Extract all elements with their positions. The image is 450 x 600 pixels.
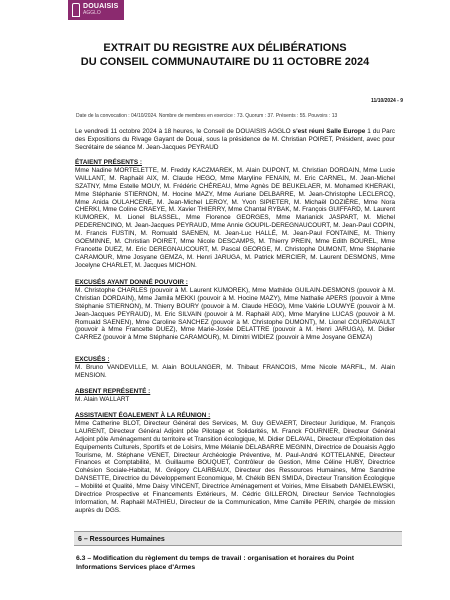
section-header: 6 – Ressources Humaines [74,531,402,546]
deliberation-reference: 11/10/2024 - 9 [371,98,403,104]
document-title-line-1: EXTRAIT DU REGISTRE AUX DÉLIBÉRATIONS [103,42,347,54]
logo-name: DOUAISIS [83,3,119,10]
excuses-pouvoir-heading: EXCUSÉS AYANT DONNÉ POUVOIR : [75,279,188,286]
douaisis-agglo-logo [68,0,124,20]
absent-heading: ABSENT REPRÉSENTÉ : [75,388,151,395]
presents-heading: ÉTAIENT PRÉSENTS : [75,159,142,166]
assistaient-section [75,412,395,515]
logo-subtitle: AGGLO [83,10,101,16]
presents-list: Mme Nadine MORTELETTE, M. Freddy KACZMAREK, M. Alain DUPONT, M. Christian DORDAIN, Mme Lucie VAILLANT, M. Raphaël AIX, M. Claude HEGO, Mme Maryline FENAIN, M. Eric CARNEL, M. Jean-Michel SZATNY, Mme Estelle MOUY, M. Frédéric CHÉREAU, Mme Agnès DE BEUKELAER, M. Mohamed KHERAKI, Mme Stéphanie STIERNON, M. Hocine MAZY, Mme Auriane DELBARRE, M. Jean-Christophe LECLERCQ, Mme Anida OULAHCENE, M. Jean-Michel LEROY, M. Yvon SIPIETER, M. Michaël DOZIÈRE, Mme Nora CHERKI, Mme Coline CRAEYE, M. Xavier THIERRY, Mme Chantal RYBAK, M. François GUIFFARD, M. Laurent KUMOREK, M. Lionel BLASSEL, Mme Florence GEORGES, Mme Marianick JASPART, M. Michel PEDERENCINO, M. Jean-Jacques PEYRAUD, Mme Annie GOUPIL-DEREGNAUCOURT, M. Jean-Paul COPIN, M. Francis FUSTIN, M. Romuald SAENEN, M. Jean-Luc HALLÉ, M. Jean-Paul FONTAINE, M. Thierry GOEMINNE, M. Christian POIRET, Mme Nicole DESCAMPS, M. Thierry PREIN, Mme Edith BOUREL, Mme Francette DUEZ, M. Eric DEREGNAUCOURT, M. Pascal GEORGE, M. Christophe DUMONT, Mme Stéphanie CARAMOUR, Mme Josyane GEMZA, M. Henri JARUGA, M. Patrick MERCIER, M. Laurent DESMONS, Mme Jocelyne CHARLET, M. Jacques MICHON. [75,166,395,269]
excuses-heading: EXCUSÉS : [75,356,110,363]
document-title-line-2: DU CONSEIL COMMUNAUTAIRE DU 11 OCTOBRE 2024 [80,56,370,68]
excuses-list: M. Bruno VANDEVILLE, M. Alain BOULANGER, M. Thibaut FRANCOIS, Mme Nicole MARFIL, M. Alain MENSION. [75,363,395,379]
logo-arch-icon [72,3,80,17]
absent-section [75,388,395,404]
convocation-meta: Date de la convocation : 04/10/2024. Nombre de membres en exercice : 73. Quorum : 37. Présents : 55. Pouvoirs : 13 [76,113,338,119]
excuses-section [75,356,395,380]
excuses-pouvoir-section [75,279,395,342]
assistaient-heading: ASSISTAIENT ÉGALEMENT À LA RÉUNION : [75,412,211,419]
assistaient-list: Mme Catherine BLOT, Directeur Général des Services, M. Guy GEVAERT, Directeur Juridique, M. François LAURENT, Directeur Général Adjoint pôle Pilotage et Solidarités, M. Franck FOURNIER, Directeur Général Adjoint pôle Aménagement du territoire et Transition écologique, M. Didier DELAVAL, Directeur d'Exploitation des Equipements Culturels, Sportifs et de Loisirs, Mme Mélanie DELABARRE MEGNIN, Directrice de Douaisis Agglo Tourisme, M. Stéphane VENET, Directeur Archéologie Préventive, M. Paul-André KOTTELANNE, Directeur Finances et Comptabilité, M. Guillaume BOUQUET, Contrôleur de Gestion, Mme Céline HUBY, Directrice Cohésion Sociale-Habitat, M. Grégory CLAIRBAUX, Directeur des Ressources Humaines, Mme Sandrine DANSETTE, Directrice du Développement Economique, M. Chékib BEN SMIDA, Directeur Transition Écologique – Mobilité et Qualité, Mme Daisy VINCENT, Directrice Aménagement et Voiries, Mme Elisabeth DANIELEWSKI, Directrice Prospective et Financements Extérieurs, M. Cédric GILLERON, Directeur Service Technologies Information, M. Raphaël MATHIEU, Directeur de la Communication, Mme Camille PERIN, chargée de mission auprès du DGS. [75,419,395,514]
presents-section [75,159,395,270]
intro-paragraph: Le vendredi 11 octobre 2024 à 18 heures, le Conseil de DOUAISIS AGGLO s'est réuni Salle Europe 1 du Parc des Expositions du Rivage Gayant de Douai, sous la présidence de M. Christian POIRET, Président, avec pour Secrétaire de séance M. Jean-Jacques PEYRAUD [75,128,395,151]
excuses-pouvoir-list: M. Christophe CHARLES (pouvoir à M. Laurent KUMOREK), Mme Mathilde GUILAIN-DESMONS (pouvoir à M. Christian DORDAIN), Mme Jamila MEKKI (pouvoir à M. Hocine MAZY), Mme Nathalie APERS (pouvoir à Mme Stéphanie STIERNON), M. Thierry BOURY (pouvoir à M. Claude HEGO), Mme Valérie LOUWYE (pouvoir à M. Jean-Jacques PEYRAUD), M. Eric SILVAIN (pouvoir à M. Raphaël AIX), Mme Maryline LUCAS (pouvoir à M. Romuald SAENEN), Mme Caroline SANCHEZ (pouvoir à M. Christophe DUMONT), M. Lionel COURDAVAULT (pouvoir à Mme Francette DUEZ), Mme Marie-Josée DELATTRE (pouvoir à M. Henri JARUGA), M. Didier CARREZ (pouvoir à Mme Stéphanie CARAMOUR), M. Dimitri WIDIEZ (pouvoir à Mme Josyane GEMZA) [75,286,395,342]
item-title: 6.3 – Modification du règlement du temps de travail : organisation et horaires du Point Informations Services place d'Armes [76,555,354,571]
absent-list: M. Alain WALLART [75,395,130,403]
